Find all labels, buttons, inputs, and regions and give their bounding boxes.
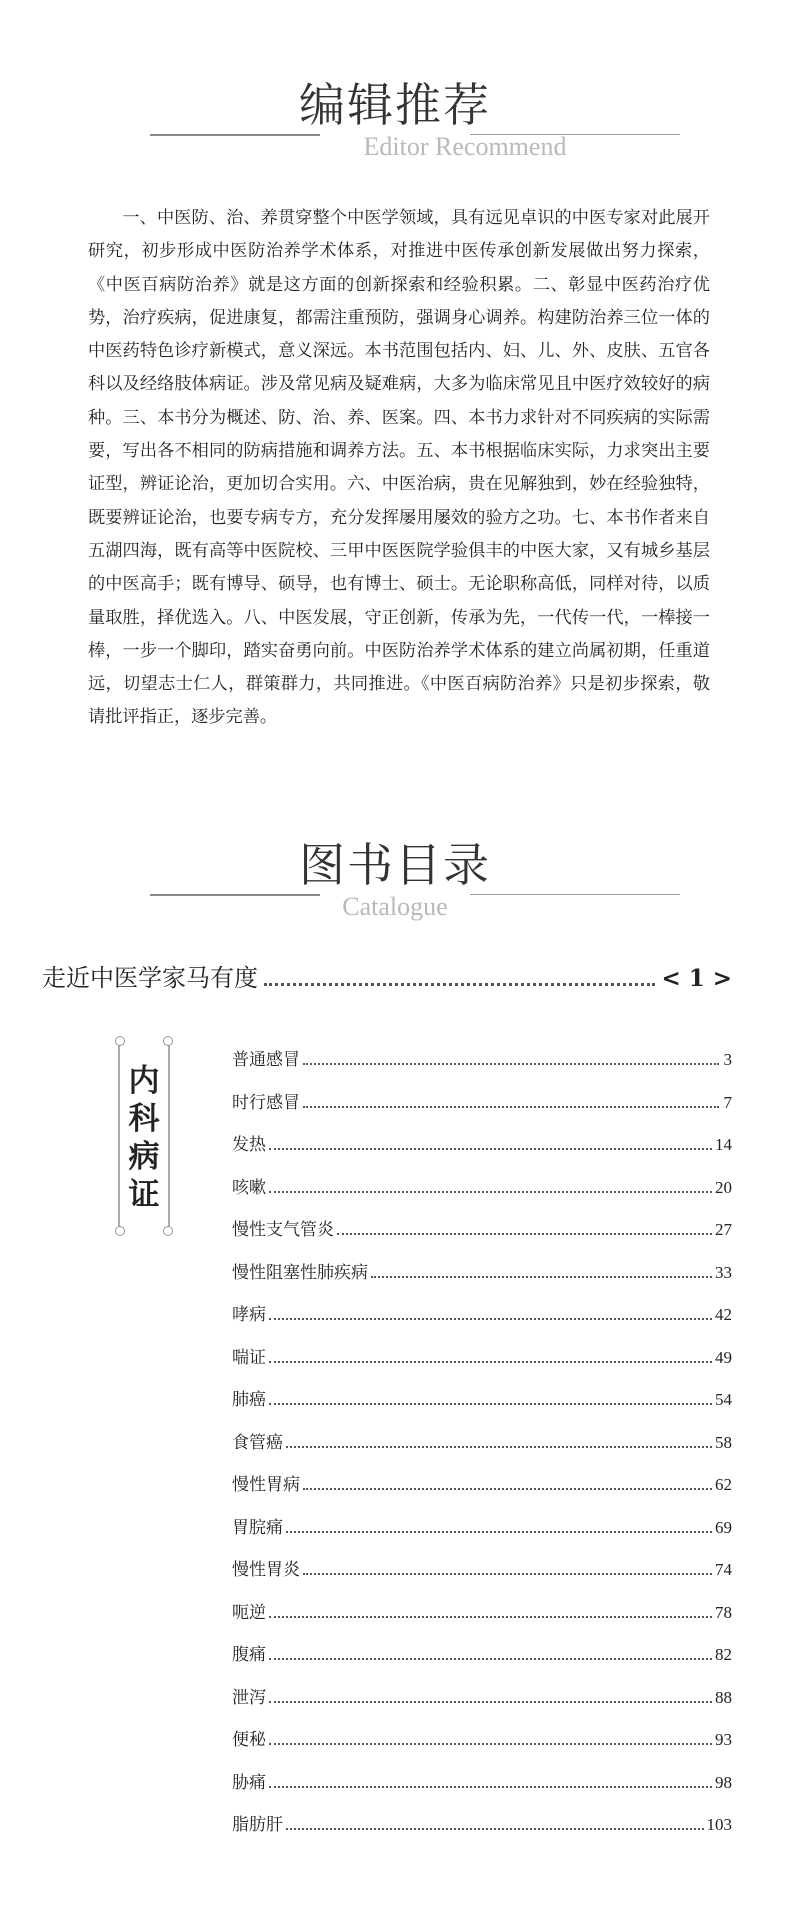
toc-item-title: 胃脘痛: [232, 1517, 283, 1538]
toc-item[interactable]: [232, 1045, 732, 1088]
leader-dots: [286, 1827, 704, 1830]
leader-dots: [269, 1190, 712, 1193]
leader-dots: [269, 1317, 712, 1320]
toc-item-page: 3: [723, 1050, 732, 1069]
toc-item-title: 普通感冒: [232, 1050, 300, 1070]
toc-item-page: 42: [715, 1305, 732, 1324]
toc-item-page: 78: [715, 1602, 732, 1622]
toc-list: [232, 1045, 732, 1853]
toc-item[interactable]: [232, 1088, 732, 1131]
toc-item[interactable]: [232, 1810, 732, 1853]
toc-item-page: 74: [715, 1560, 732, 1579]
toc-item-page: 88: [715, 1687, 732, 1707]
toc-item-title: 泄泻: [232, 1687, 266, 1708]
toc-item-title: 慢性支气管炎: [232, 1220, 334, 1240]
toc-item-page: 27: [715, 1220, 732, 1239]
editor-text: 一、中医防、治、养贯穿整个中医学领域，具有远见卓识的中医专家对此展开研究，初步形成中医防治养学术体系，对推进中医传承创新发展做出努力探索，《中医百病防治养》就是这方面的创新探索和经验积累。二、彰显中医药治疗优势，治疗疾病，促进康复，都需注重预防，强调身心调养。构建防治养三位一体的中医药特色诊疗新模式，意义深远。本书范围包括内、妇、儿、外、皮肤、五官各科以及经络肢体病证。涉及常见病及疑难病，大多为临床常见且中医疗效较好的病种。三、本书分为概述、防、治、养、医案。四、本书力求针对不同疾病的实际需要，写出各不相同的防病措施和调养方法。五、本书根据临床实际，力求突出主要证型，辨证论治，更加切合实用。六、中医治病，贵在见解独到，妙在经验独特，既要辨证论治，也要专病专方，充分发挥屡用屡效的验方之功。七、本书作者来自五湖四海，既有高等中医院校、三甲中医医院学验俱丰的中医大家，又有城乡基层的中医高手；既有博导、硕导，也有博士、硕士。无论职称高低，同样对待，以质量取胜，择优选入。八、中医发展，守正创新，传承为先，一代传一代，一棒接一棒，一步一个脚印，踏实奋勇向前。中医防治养学术体系的建立尚属初期，任重道远，切望志士仁人，群策群力，共同推进。《中医百病防治养》只是初步探索，敬请批评指正，逐步完善。: [88, 208, 710, 728]
toc-item-page: 82: [715, 1645, 732, 1664]
leader-dots: [286, 1530, 712, 1533]
catalogue-first-title: 走近中医学家马有度: [42, 964, 258, 992]
toc-item-title: 食管癌: [232, 1432, 283, 1453]
leader-dots: [303, 1487, 712, 1490]
catalogue-subtitle: Catalogue: [342, 892, 448, 921]
leader-dots: [269, 1615, 712, 1618]
editor-header: [0, 78, 790, 161]
toc-item[interactable]: [232, 1683, 732, 1726]
toc-item-title: 时行感冒: [232, 1092, 300, 1113]
toc-item[interactable]: [232, 1215, 732, 1258]
leader-dots: [286, 1445, 712, 1448]
toc-item[interactable]: [232, 1385, 732, 1428]
section-label: 内科病证: [128, 1063, 160, 1213]
toc-item-page: 69: [715, 1517, 732, 1537]
toc-item-title: 便秘: [232, 1730, 266, 1750]
leader-dots: [269, 1785, 712, 1788]
toc-item[interactable]: [232, 1130, 732, 1173]
toc-item-title: 慢性胃炎: [232, 1560, 300, 1580]
toc-item-title: 哮病: [232, 1305, 266, 1325]
catalogue-first-entry[interactable]: [42, 958, 732, 993]
toc-item-title: 胁痛: [232, 1772, 266, 1793]
leader-dots: [269, 1657, 712, 1660]
toc-item-title: 慢性阻塞性肺疾病: [232, 1262, 368, 1283]
toc-item[interactable]: [232, 1173, 732, 1216]
toc-item-page: 14: [715, 1135, 732, 1154]
toc-item-page: 58: [715, 1432, 732, 1452]
leader-dots: [269, 1700, 712, 1703]
leader-dots: [337, 1232, 712, 1235]
toc-item-title: 脂肪肝: [232, 1815, 283, 1835]
editor-title: 编辑推荐: [299, 78, 491, 132]
catalogue-first-page: < 1 >: [661, 965, 732, 992]
catalogue-header: [0, 838, 790, 921]
bracket-left-ornament: [118, 1040, 126, 1232]
section-label-box: [118, 1040, 170, 1232]
toc-item-page: 62: [715, 1475, 732, 1494]
leader-dots: [269, 1360, 712, 1363]
toc-item-title: 肺癌: [232, 1390, 266, 1410]
toc-item-title: 腹痛: [232, 1645, 266, 1665]
toc-item[interactable]: [232, 1598, 732, 1641]
toc-item-page: 7: [723, 1092, 732, 1112]
toc-item-title: 发热: [232, 1135, 266, 1155]
bracket-right-ornament: [162, 1040, 170, 1232]
toc-item-page: 98: [715, 1772, 732, 1792]
toc-item-page: 33: [715, 1262, 732, 1282]
toc-item[interactable]: [232, 1428, 732, 1471]
toc-item[interactable]: [232, 1725, 732, 1768]
toc-item-title: 喘证: [232, 1347, 266, 1368]
toc-item-title: 咳嗽: [232, 1177, 266, 1198]
toc-item[interactable]: [232, 1470, 732, 1513]
toc-item-title: 呃逆: [232, 1602, 266, 1623]
toc-item[interactable]: [232, 1513, 732, 1556]
leader-dots: [264, 982, 655, 986]
leader-dots: [269, 1742, 712, 1745]
leader-dots: [371, 1275, 712, 1278]
toc-item-page: 49: [715, 1347, 732, 1367]
leader-dots: [269, 1147, 712, 1150]
leader-dots: [303, 1062, 719, 1065]
catalogue-title: 图书目录: [299, 838, 491, 892]
toc-item[interactable]: [232, 1640, 732, 1683]
toc-item[interactable]: [232, 1258, 732, 1301]
toc-item-title: 慢性胃病: [232, 1475, 300, 1495]
leader-dots: [303, 1105, 719, 1108]
toc-item-page: 103: [706, 1815, 732, 1834]
toc-item-page: 20: [715, 1177, 732, 1197]
toc-item-page: 54: [715, 1390, 732, 1409]
leader-dots: [303, 1572, 712, 1575]
toc-item[interactable]: [232, 1555, 732, 1598]
toc-item[interactable]: [232, 1343, 732, 1386]
toc-item[interactable]: [232, 1300, 732, 1343]
toc-item[interactable]: [232, 1768, 732, 1811]
leader-dots: [269, 1402, 712, 1405]
editor-subtitle: Editor Recommend: [363, 132, 567, 161]
toc-item-page: 93: [715, 1730, 732, 1749]
